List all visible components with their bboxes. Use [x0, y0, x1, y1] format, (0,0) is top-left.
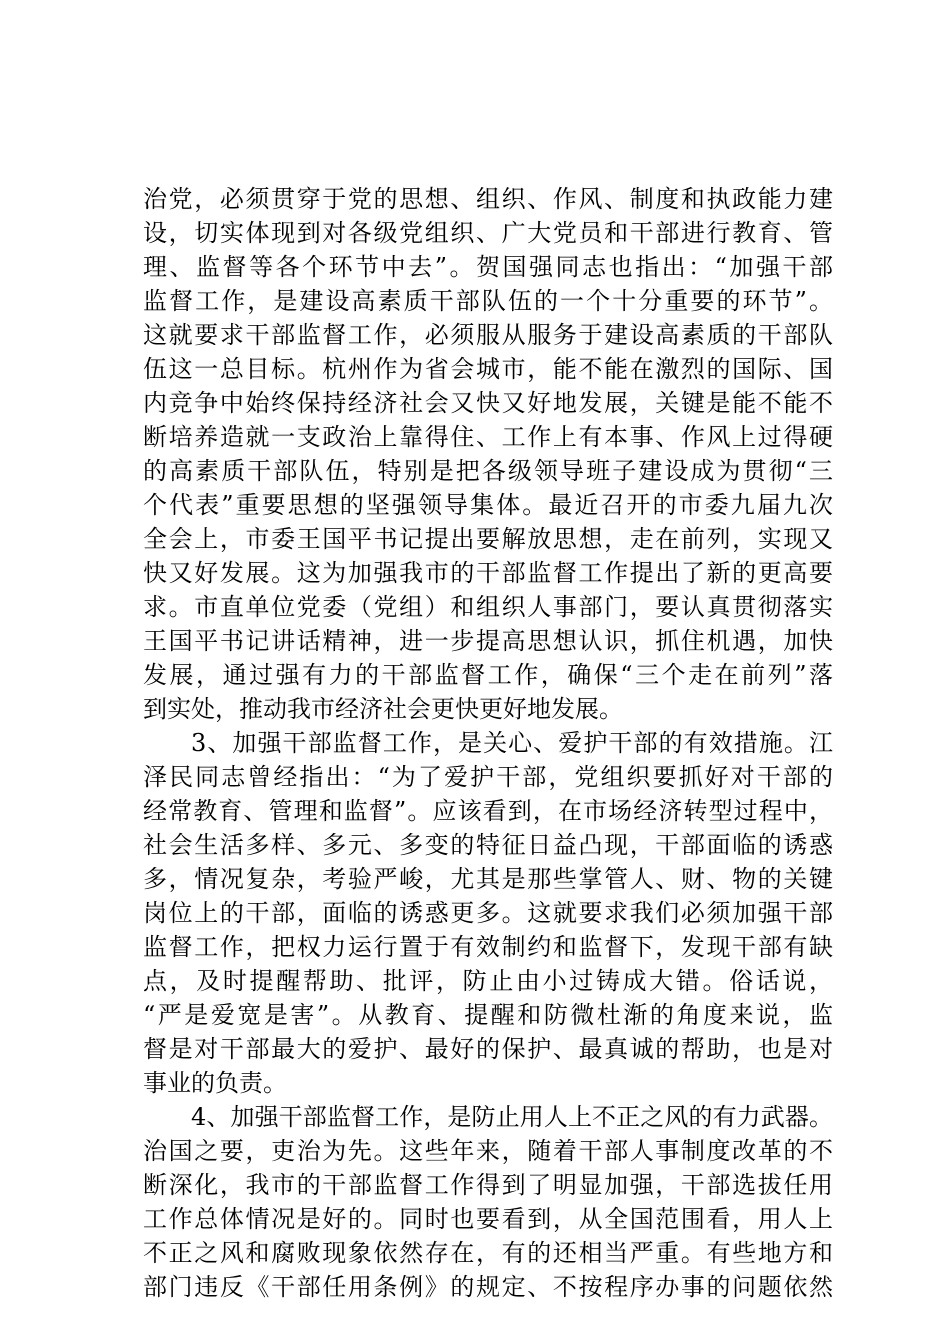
text-line: 治国之要，吏治为先。这些年来，随着干部人事制度改革的不 [143, 1137, 833, 1165]
text-line: 部门违反《干部任用条例》的规定、不按程序办事的问题依然 [143, 1273, 833, 1301]
text-line: 监督工作，是建设高素质干部队伍的一个十分重要的环节”。 [143, 287, 833, 315]
text-line: 社会生活多样、多元、多变的特征日益凸现，干部面临的诱惑 [143, 831, 833, 859]
text-line: 求。市直单位党委（党组）和组织人事部门，要认真贯彻落实 [143, 593, 833, 621]
text-line: 事业的负责。 [143, 1069, 287, 1097]
text-line: 内竞争中始终保持经济社会又快又好地发展，关键是能不能不 [143, 389, 833, 417]
text-line: 监督工作，把权力运行置于有效制约和监督下，发现干部有缺 [143, 933, 833, 961]
text-line: 点，及时提醒帮助、批评，防止由小过铸成大错。俗话说， [143, 967, 833, 995]
text-line: 王国平书记讲话精神，进一步提高思想认识，抓住机遇，加快 [143, 627, 833, 655]
text-line: “严是爱宽是害”。从教育、提醒和防微杜渐的角度来说，监 [143, 1001, 833, 1029]
text-line: 伍这一总目标。杭州作为省会城市，能不能在激烈的国际、国 [143, 355, 833, 383]
text-line: 治党，必须贯穿于党的思想、组织、作风、制度和执政能力建 [143, 185, 833, 213]
text-line: 理、监督等各个环节中去”。贺国强同志也指出：“加强干部 [143, 253, 833, 281]
text-line: 快又好发展。这为加强我市的干部监督工作提出了新的更高要 [143, 559, 833, 587]
text-line: 多，情况复杂，考验严峻，尤其是那些掌管人、财、物的关键 [143, 865, 833, 893]
text-line: 全会上，市委王国平书记提出要解放思想，走在前列，实现又 [143, 525, 833, 553]
paragraph-4-first-line: 4、加强干部监督工作，是防止用人上不正之风的有力武器。 [191, 1103, 833, 1131]
text-line: 设，切实体现到对各级党组织、广大党员和干部进行教育、管 [143, 219, 833, 247]
text-line: 督是对干部最大的爱护、最好的保护、最真诚的帮助，也是对 [143, 1035, 833, 1063]
text-line: 发展，通过强有力的干部监督工作，确保“三个走在前列”落 [143, 661, 833, 689]
paragraph-3-first-line: 3、加强干部监督工作，是关心、爱护干部的有效措施。江 [191, 729, 833, 757]
text-line: 断培养造就一支政治上靠得住、工作上有本事、作风上过得硬 [143, 423, 833, 451]
text-line: 到实处，推动我市经济社会更快更好地发展。 [143, 695, 623, 723]
text-line: 不正之风和腐败现象依然存在，有的还相当严重。有些地方和 [143, 1239, 833, 1267]
text-line: 个代表”重要思想的坚强领导集体。最近召开的市委九届九次 [143, 491, 833, 519]
text-line: 这就要求干部监督工作，必须服从服务于建设高素质的干部队 [143, 321, 833, 349]
text-line: 工作总体情况是好的。同时也要看到，从全国范围看，用人上 [143, 1205, 833, 1233]
text-line: 岗位上的干部，面临的诱惑更多。这就要求我们必须加强干部 [143, 899, 833, 927]
text-line: 断深化，我市的干部监督工作得到了明显加强，干部选拔任用 [143, 1171, 833, 1199]
text-line: 经常教育、管理和监督”。应该看到，在市场经济转型过程中， [143, 797, 833, 825]
text-line: 泽民同志曾经指出：“为了爱护干部，党组织要抓好对干部的 [143, 763, 833, 791]
text-line: 的高素质干部队伍，特别是把各级领导班子建设成为贯彻“三 [143, 457, 833, 485]
